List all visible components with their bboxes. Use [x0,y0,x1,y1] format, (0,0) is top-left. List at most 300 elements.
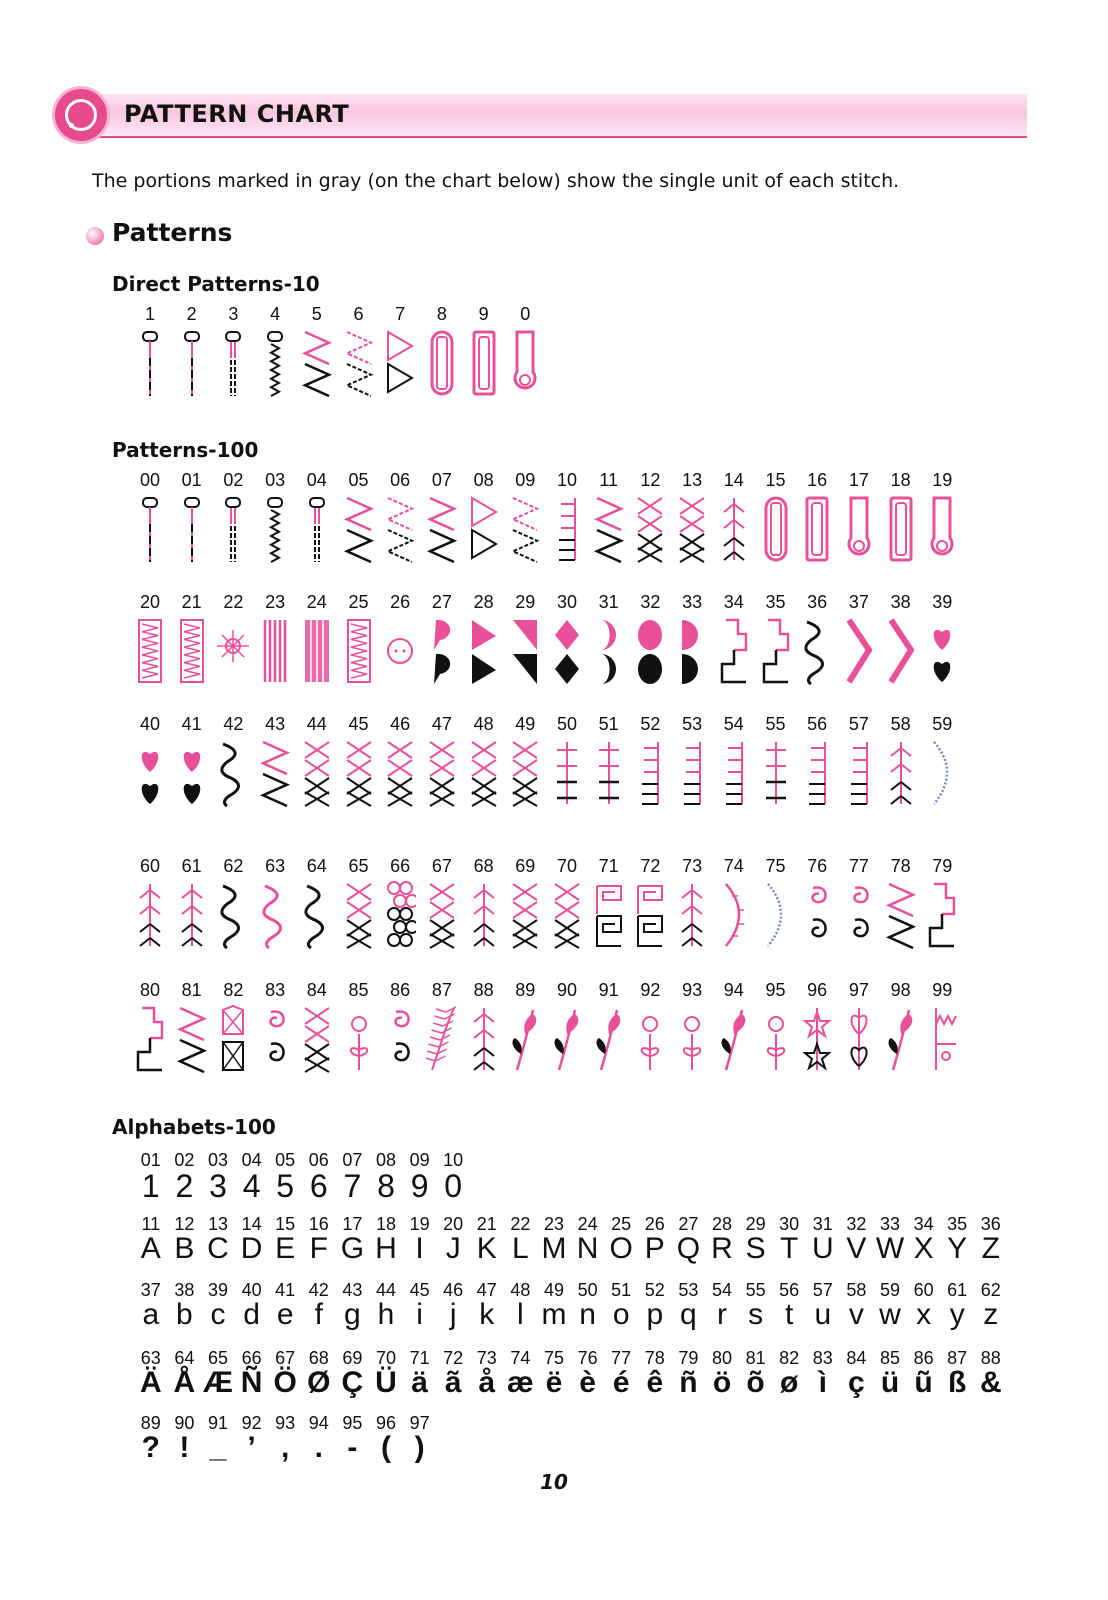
stitch-straight-icon [134,328,166,400]
alphabet-number: 24 [577,1214,598,1234]
stitch-zigdash-icon [384,494,416,566]
pattern-number: 91 [598,980,619,1000]
pattern-number: 55 [765,714,786,734]
alphabet-number: 86 [913,1348,934,1368]
stitch-curl-icon [384,1004,416,1076]
alphabet-character: a [142,1298,160,1331]
alphabet-character: K [476,1232,497,1265]
pattern-number: 89 [515,980,536,1000]
alphabet-character: . [314,1431,323,1464]
pattern-number: 05 [348,470,369,490]
alphabet-number: 61 [947,1280,968,1300]
alphabet-character: R [711,1232,733,1265]
pattern-number: 39 [932,592,953,612]
stitch-heartpair-icon [843,1004,875,1076]
alphabet-character: c [210,1298,226,1331]
alphabet-character: õ [746,1366,765,1399]
stitch-cross-icon [509,738,541,810]
pattern-number: 35 [765,592,786,612]
pattern-number: 75 [765,856,786,876]
alphabet-number: 38 [174,1280,195,1300]
pattern-number: 40 [139,714,161,734]
stitch-comb-icon [801,738,833,810]
alphabet-number: 41 [275,1280,296,1300]
stitch-cross-icon [426,738,458,810]
alphabet-character: V [846,1232,867,1265]
stitch-starpair-icon [801,1004,833,1076]
alphabet-number: 23 [543,1214,564,1234]
pattern-number: 22 [223,592,244,612]
pattern-number: 02 [223,470,244,490]
stitch-zig-icon [259,738,291,810]
alphabet-character: ö [712,1366,732,1399]
pattern-number: 53 [682,714,703,734]
pattern-number: 09 [515,470,536,490]
stitch-tri-icon [468,494,500,566]
alphabet-character: Æ [202,1366,233,1399]
alphabet-character: Ç [341,1366,364,1399]
pattern-number: 62 [223,856,244,876]
alphabet-number: 78 [644,1348,665,1368]
stitch-cross-icon [426,880,458,952]
alphabet-number: 65 [207,1348,228,1368]
stitch-bars-icon [259,616,291,688]
alphabet-number: 43 [342,1280,363,1300]
alphabet-number: 14 [241,1214,262,1234]
stitch-comb-icon [676,738,708,810]
alphabet-character: T [780,1232,799,1265]
pattern-number: 36 [807,592,828,612]
alphabet-character: 2 [175,1168,194,1204]
stitch-cross-icon [343,738,375,810]
alphabet-character: e [276,1298,294,1331]
alphabet-character: Y [947,1232,968,1265]
alphabet-character: å [478,1366,496,1399]
stitch-step-icon [760,616,792,688]
alphabet-number: 63 [140,1348,161,1368]
pattern-number: 33 [682,592,703,612]
pattern-number: 65 [348,856,369,876]
pattern-number: 59 [932,714,953,734]
stitch-greek-icon [593,880,625,952]
pattern-number: 87 [431,980,452,1000]
alphabet-number: 36 [980,1214,1001,1234]
alphabet-character: L [512,1232,529,1265]
pattern-number: 12 [640,470,661,490]
alphabet-number: 16 [308,1214,329,1234]
stitch-crown-icon [926,1004,958,1076]
alphabet-number: 55 [745,1280,766,1300]
stitch-greek-icon [634,880,666,952]
alphabet-character: h [377,1298,395,1331]
stitch-cross-icon [384,738,416,810]
stitch-feather-icon [468,1004,500,1076]
alphabet-number: 96 [375,1413,396,1433]
page-number: 10 [540,1470,568,1494]
alphabet-character: ë [545,1366,563,1399]
direct-patterns-title: Direct Patterns-10 [112,272,320,296]
alphabet-character: r [716,1298,727,1331]
alphabet-number: 10 [443,1150,464,1170]
pattern-number: 08 [473,470,494,490]
alphabet-character: ü [880,1366,900,1399]
stitch-arc-icon [718,880,750,952]
stitch-heart-icon [176,738,208,810]
alphabet-character: Å [173,1366,196,1399]
stitch-comb-icon [634,738,666,810]
alphabet-character: ) [414,1431,425,1464]
stitch-curl-icon [259,1004,291,1076]
pattern-number: 21 [181,592,202,612]
alphabet-number: 45 [409,1280,430,1300]
stitch-leaf-icon [885,1004,917,1076]
alphabet-number: 29 [745,1214,766,1234]
pattern-number: 01 [181,470,202,490]
alphabet-character: Ø [307,1366,331,1399]
alphabet-number: 64 [174,1348,195,1368]
alphabet-number: 47 [476,1280,497,1300]
stitch-satin-icon [593,616,625,688]
alphabet-character: M [541,1232,567,1265]
pattern-number: 46 [390,714,411,734]
alphabet-number: 88 [980,1348,1001,1368]
alphabet-character: z [983,1298,999,1331]
pattern-number: 25 [348,592,369,612]
stitch-chevron-icon [885,616,917,688]
alphabet-character: s [748,1298,764,1331]
alphabet-number: 56 [779,1280,800,1300]
alphabet-number: 92 [241,1413,262,1433]
stitch-comb-icon [718,738,750,810]
pattern-number: 11 [599,470,619,490]
stitch-ladder-icon [760,738,792,810]
alphabet-number: 71 [409,1348,430,1368]
pattern-number: 32 [640,592,661,612]
alphabet-number: 40 [241,1280,262,1300]
pattern-number: 06 [390,470,411,490]
alphabet-character: Ñ [240,1366,263,1399]
pattern-number: 82 [223,980,244,1000]
stitch-triple-icon [217,328,249,400]
alphabet-number: 39 [207,1280,228,1300]
alphabet-character: 5 [276,1168,295,1204]
pattern-number: 43 [265,714,286,734]
pattern-number: 85 [348,980,369,1000]
alphabet-number: 93 [275,1413,296,1433]
pattern-number: 86 [390,980,411,1000]
pattern-number: 92 [640,980,661,1000]
stitch-fillzig-icon [343,616,375,688]
pattern-number: 45 [348,714,369,734]
pattern-number: 0 [520,304,531,324]
stitch-cross-icon [301,738,333,810]
alphabet-number: 02 [174,1150,195,1170]
pattern-number: 1 [144,304,155,324]
alphabet-character: ø [780,1366,799,1399]
alphabet-number: 68 [308,1348,329,1368]
alphabet-character: v [848,1298,864,1331]
alphabet-character: k [479,1298,495,1331]
pattern-number: 96 [807,980,828,1000]
pattern-number: 70 [556,856,578,876]
stitch-wave-icon [259,880,291,952]
stitch-heart-icon [134,738,166,810]
alphabet-number: 07 [342,1150,363,1170]
alphabet-number: 28 [711,1214,732,1234]
stitch-feather-icon [718,494,750,566]
alphabet-character: 4 [242,1168,261,1204]
alphabet-character: S [745,1232,766,1265]
alphabet-number: 08 [375,1150,396,1170]
alphabet-character: w [879,1298,901,1331]
stitch-zig-icon [426,494,458,566]
pattern-number: 48 [473,714,494,734]
stitch-comb-icon [551,494,583,566]
alphabet-number: 53 [678,1280,699,1300]
pattern-number: 04 [306,470,327,490]
stitch-curl-icon [801,880,833,952]
pattern-number: 83 [265,980,286,1000]
pattern-number: 60 [139,856,161,876]
alphabet-number: 97 [409,1413,430,1433]
pattern-number: 74 [723,856,744,876]
alphabet-character: p [646,1298,664,1331]
alphabet-character: è [579,1366,596,1399]
alphabet-number: 44 [375,1280,396,1300]
pattern-number: 76 [807,856,828,876]
alphabet-character: E [275,1232,296,1265]
stitch-zig-icon [885,880,917,952]
pattern-number: 58 [890,714,911,734]
stitch-step-icon [134,1004,166,1076]
pattern-number: 61 [181,856,202,876]
stitch-comb-icon [843,738,875,810]
alphabets-title: Alphabets-100 [112,1115,276,1139]
alphabet-character: H [375,1232,397,1265]
alphabet-character: j [449,1298,457,1331]
alphabet-character: b [176,1298,193,1331]
intro-text: The portions marked in gray (on the chart below) show the single unit of each stitch. [92,170,900,192]
stitch-satin-icon [676,616,708,688]
pattern-number: 34 [723,592,744,612]
stitch-straight-icon [176,328,208,400]
pattern-number: 10 [556,470,578,490]
pattern-number: 90 [556,980,578,1000]
stitch-zig-icon [301,328,333,400]
pattern-number: 94 [723,980,744,1000]
alphabet-number: 54 [711,1280,732,1300]
alphabet-character: Z [981,1232,1000,1265]
alphabet-number: 81 [745,1348,766,1368]
alphabet-character: G [340,1232,365,1265]
alphabet-number: 06 [308,1150,329,1170]
alphabet-number: 46 [443,1280,464,1300]
alphabet-character: 1 [141,1168,160,1204]
alphabet-number: 18 [375,1214,396,1234]
alphabet-number: 58 [846,1280,867,1300]
stitch-feather-icon [885,738,917,810]
stitch-zig-icon [593,494,625,566]
alphabet-character: f [314,1298,323,1331]
stitch-triple-icon [217,494,249,566]
alphabet-character: , [281,1431,290,1464]
pattern-number: 6 [353,304,364,324]
pattern-number: 68 [473,856,494,876]
pattern-number: 38 [890,592,911,612]
alphabet-number: 76 [577,1348,598,1368]
alphabet-number: 13 [207,1214,228,1234]
stitch-feather-icon [134,880,166,952]
stitch-wavy-icon [259,494,291,566]
stitch-zig-icon [343,494,375,566]
alphabet-number: 87 [947,1348,968,1368]
pattern-number: 84 [306,980,327,1000]
pattern-number: 67 [431,856,452,876]
alphabet-number: 89 [140,1413,161,1433]
alphabet-number: 52 [644,1280,665,1300]
alphabet-character: D [240,1232,263,1265]
alphabet-character: ’ [247,1431,256,1464]
stitch-feather-icon [176,880,208,952]
pattern-number: 19 [932,470,953,490]
alphabet-number: 70 [375,1348,396,1368]
pattern-number: 30 [556,592,578,612]
stitch-satin-icon [509,616,541,688]
pattern-number: 93 [682,980,703,1000]
alphabet-number: 85 [879,1348,900,1368]
pattern-number: 77 [848,856,869,876]
stitch-step-icon [718,616,750,688]
alphabet-number: 51 [611,1280,632,1300]
stitch-zigdash-icon [509,494,541,566]
alphabet-character: X [913,1232,934,1265]
bullet-icon [86,227,104,245]
alphabet-character: q [680,1298,697,1331]
stitch-wave-icon [217,738,249,810]
stitch-satin-icon [634,616,666,688]
alphabet-number: 73 [476,1348,497,1368]
alphabet-character: ñ [679,1366,698,1399]
stitch-cross-icon [468,738,500,810]
section-logo-icon [52,86,110,144]
alphabet-character: n [579,1298,596,1331]
alphabet-number: 42 [308,1280,329,1300]
alphabet-character: ũ [914,1366,933,1399]
alphabet-character: 8 [377,1168,395,1204]
alphabet-number: 15 [275,1214,296,1234]
pattern-number: 71 [598,856,619,876]
stitch-cross-icon [301,1004,333,1076]
pattern-number: 52 [640,714,661,734]
stitch-arc-icon [760,880,792,952]
stitch-chevron-icon [843,616,875,688]
alphabet-character: I [415,1232,424,1265]
stitch-tri-icon [384,328,416,400]
alphabet-character: - [347,1431,358,1464]
pattern-number: 72 [640,856,661,876]
pattern-number: 88 [473,980,494,1000]
alphabet-character: u [814,1298,832,1331]
pattern-number: 3 [228,304,239,324]
stitch-leaf-icon [551,1004,583,1076]
pattern-number: 18 [890,470,911,490]
pattern-number: 49 [515,714,536,734]
stitch-keyhole-icon [926,494,958,566]
stitch-circledot-icon [384,616,416,688]
alphabet-character: d [243,1298,260,1331]
stitch-leaf-icon [593,1004,625,1076]
alphabet-number: 01 [140,1150,161,1170]
pattern-number: 80 [139,980,161,1000]
alphabet-number: 60 [913,1280,934,1300]
stitch-leaf-icon [509,1004,541,1076]
pattern-number: 63 [265,856,286,876]
alphabet-character: Ö [273,1366,297,1399]
pattern-number: 13 [682,470,703,490]
alphabet-character: o [612,1298,630,1331]
alphabet-character: g [344,1298,361,1331]
alphabet-character: t [785,1298,794,1331]
pattern-number: 29 [515,592,536,612]
pattern-number: 37 [848,592,869,612]
alphabet-character: l [517,1298,524,1331]
stitch-button-icon [468,328,500,400]
stitch-flower-icon [676,1004,708,1076]
alphabet-number: 26 [644,1214,665,1234]
pattern-number: 51 [598,714,619,734]
pattern-number: 54 [723,714,744,734]
patterns100-title: Patterns-100 [112,438,259,462]
alphabet-character: O [609,1232,633,1265]
pattern-number: 24 [306,592,327,612]
pattern-number: 64 [306,856,327,876]
stitch-box-icon [217,1004,249,1076]
alphabet-character: 3 [209,1168,227,1204]
alphabet-number: 59 [879,1280,900,1300]
pattern-number: 07 [431,470,452,490]
stitch-cross-icon [634,494,666,566]
alphabet-number: 22 [510,1214,531,1234]
alphabet-number: 77 [611,1348,632,1368]
alphabet-number: 67 [275,1348,296,1368]
stitch-satin-icon [468,616,500,688]
pattern-number: 2 [186,304,197,324]
alphabet-character: ê [646,1366,664,1399]
alphabet-number: 74 [510,1348,531,1368]
alphabet-number: 37 [140,1280,161,1300]
alphabet-number: 21 [476,1214,497,1234]
stitch-keyhole-icon [509,328,541,400]
pattern-number: 73 [682,856,703,876]
stitch-flower-icon [760,1004,792,1076]
alphabet-character: 0 [444,1168,463,1204]
alphabet-number: 27 [678,1214,699,1234]
stitch-ladder-icon [593,738,625,810]
page-title: PATTERN CHART [124,100,350,128]
pattern-number: 47 [431,714,452,734]
stitch-star-icon [217,616,249,688]
stitch-button-icon [885,494,917,566]
pattern-number: 98 [890,980,911,1000]
stitch-cross-icon [343,880,375,952]
stitch-arc-icon [926,738,958,810]
pattern-number: 8 [436,304,447,324]
alphabet-character: 6 [309,1168,328,1204]
alphabet-number: 20 [443,1214,464,1234]
pattern-number: 81 [181,980,202,1000]
section-title: Patterns [112,218,233,247]
pattern-number: 41 [181,714,202,734]
